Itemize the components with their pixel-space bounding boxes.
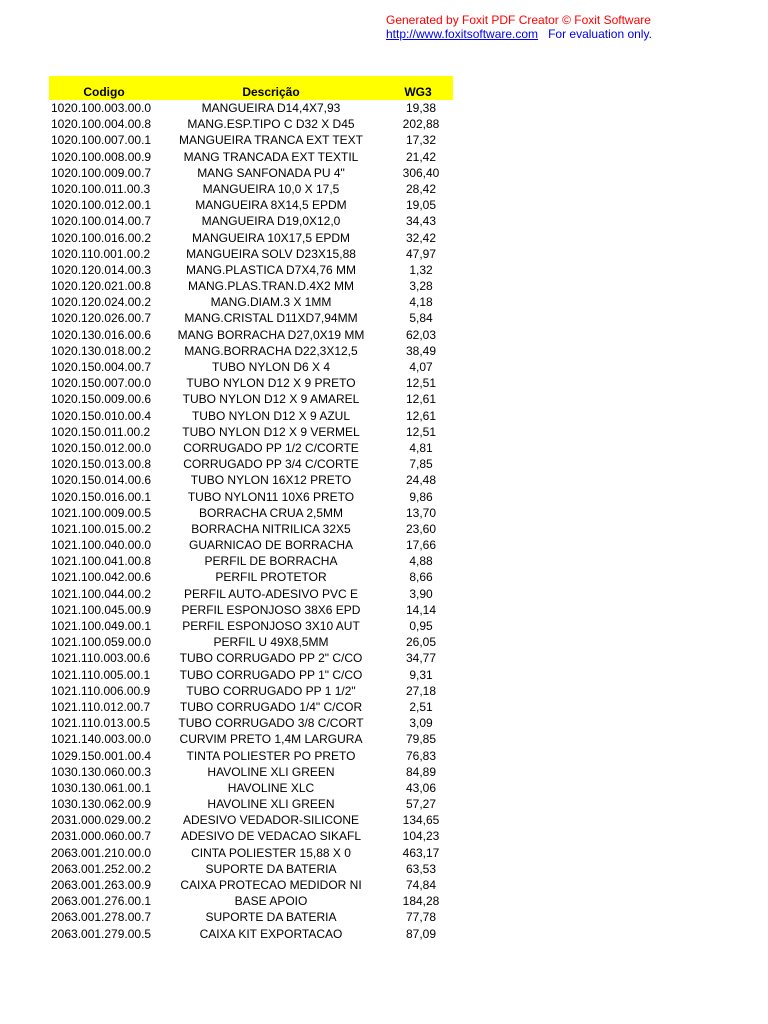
cell-descricao: SUPORTE DA BATERIA: [205, 910, 337, 925]
cell-codigo: 1020.100.009.00.7: [51, 165, 152, 180]
cell-wg3: 32,42: [405, 230, 437, 245]
table-row: [49, 343, 453, 359]
cell-wg3: 19,38: [405, 101, 437, 115]
table-row: [49, 213, 453, 229]
cell-wg3: 2,51: [409, 699, 433, 714]
cell-wg3: 14,14: [405, 602, 437, 617]
cell-codigo: 1020.100.012.00.1: [51, 198, 152, 213]
cell-codigo: 1020.150.014.00.6: [51, 473, 152, 488]
cell-wg3: 38,49: [405, 343, 437, 358]
cell-descricao: TUBO NYLON D12 X 9 PRETO: [186, 376, 356, 391]
cell-codigo: 1020.120.024.00.2: [51, 295, 152, 310]
cell-descricao: MANGUEIRA TRANCA EXT TEXT: [178, 133, 364, 148]
table-row: [49, 310, 453, 326]
cell-codigo: 2063.001.263.00.9: [51, 878, 152, 892]
cell-descricao: TUBO NYLON11 10X6 PRETO: [187, 489, 355, 504]
cell-descricao: MANGUEIRA 10X17,5 EPDM: [191, 230, 351, 245]
table-row: [49, 359, 453, 375]
table-row: [49, 877, 453, 893]
table-row: [49, 553, 453, 569]
cell-descricao: MANG.PLASTICA D7X4,76 MM: [185, 262, 357, 277]
evaluation-note: For evaluation only.: [548, 27, 652, 41]
cell-codigo: 1020.120.021.00.8: [51, 279, 152, 294]
cell-codigo: 1020.110.001.00.2: [51, 246, 151, 261]
table-row: [49, 618, 453, 634]
cell-codigo: 1030.130.062.00.9: [51, 797, 152, 812]
cell-codigo: 1020.100.007.00.1: [51, 133, 152, 148]
cell-descricao: HAVOLINE XLC: [227, 780, 315, 795]
cell-descricao: TUBO CORRUGADO PP 1" C/CO: [179, 667, 363, 682]
cell-descricao: MANG SANFONADA PU 4": [197, 165, 345, 180]
cell-wg3: 26,05: [405, 635, 437, 650]
cell-wg3: 134,65: [402, 813, 440, 828]
cell-wg3: 4,88: [409, 554, 433, 569]
cell-descricao: BASE APOIO: [234, 894, 308, 909]
cell-descricao: MANG.ESP.TIPO C D32 X D45: [187, 117, 355, 132]
cell-descricao: TUBO NYLON 16X12 PRETO: [190, 473, 352, 488]
cell-codigo: 2063.001.276.00.1: [51, 894, 152, 909]
cell-codigo: 1021.100.059.00.0: [51, 635, 152, 650]
cell-wg3: 17,32: [405, 133, 437, 148]
cell-wg3: 5,84: [409, 311, 433, 326]
cell-wg3: 9,86: [409, 489, 433, 504]
cell-wg3: 12,61: [405, 392, 437, 407]
cell-codigo: 1030.130.060.00.3: [51, 764, 152, 779]
table-row: [49, 505, 453, 521]
table-row: [49, 197, 453, 213]
price-table: [49, 76, 453, 942]
cell-codigo: 1020.150.007.00.0: [51, 376, 152, 391]
cell-wg3: 104,23: [402, 829, 440, 844]
cell-descricao: TUBO CORRUGADO PP 1 1/2": [186, 683, 356, 698]
table-row: [49, 456, 453, 472]
cell-wg3: 8,66: [409, 570, 433, 585]
cell-descricao: TUBO CORRUGADO 3/8 C/CORT: [178, 716, 364, 731]
cell-wg3: 12,61: [405, 408, 437, 423]
cell-codigo: 1021.110.006.00.9: [51, 683, 151, 698]
cell-wg3: 19,05: [405, 198, 437, 213]
cell-codigo: 1021.100.015.00.2: [51, 521, 152, 536]
table-row: [49, 132, 453, 148]
cell-wg3: 28,42: [405, 181, 437, 196]
cell-descricao: TINTA POLIESTER PO PRETO: [186, 748, 356, 763]
cell-codigo: 1021.100.009.00.5: [51, 505, 152, 520]
cell-codigo: 2063.001.278.00.7: [51, 910, 152, 925]
cell-wg3: 12,51: [405, 424, 437, 439]
cell-codigo: 1020.150.012.00.0: [51, 440, 152, 455]
cell-codigo: 1020.120.014.00.3: [51, 262, 152, 277]
cell-wg3: 76,83: [405, 748, 437, 763]
cell-codigo: 1020.150.009.00.6: [51, 392, 152, 407]
cell-descricao: PERFIL DE BORRACHA: [204, 554, 338, 569]
cell-codigo: 1020.100.016.00.2: [51, 230, 152, 245]
cell-wg3: 4,18: [409, 295, 433, 310]
cell-codigo: 2031.000.029.00.2: [51, 813, 152, 828]
table-row: [49, 327, 453, 343]
cell-descricao: PERFIL ESPONJOSO 3X10 AUT: [182, 619, 360, 633]
table-row: [49, 246, 453, 262]
table-row: [49, 294, 453, 310]
table-row: [49, 796, 453, 812]
cell-descricao: MANG BORRACHA D27,0X19 MM: [177, 327, 365, 342]
cell-wg3: 57,27: [405, 797, 437, 812]
cell-descricao: TUBO CORRUGADO PP 2" C/CO: [179, 651, 363, 666]
cell-wg3: 12,51: [405, 376, 437, 391]
cell-descricao: MANGUEIRA 8X14,5 EPDM: [195, 198, 347, 213]
cell-wg3: 4,07: [409, 360, 433, 374]
table-row: [49, 472, 453, 488]
table-header: [49, 76, 453, 100]
table-row: [49, 780, 453, 796]
cell-descricao: MANG.BORRACHA D22,3X12,5: [184, 343, 358, 358]
cell-descricao: ADESIVO DE VEDACAO SIKAFL: [180, 829, 362, 844]
cell-codigo: 1020.150.011.00.2: [51, 424, 151, 439]
cell-codigo: 1020.100.003.00.0: [51, 101, 152, 115]
cell-descricao: ADESIVO VEDADOR-SILICONE: [182, 813, 360, 828]
cell-wg3: 34,77: [405, 651, 437, 666]
cell-wg3: 34,43: [405, 214, 437, 229]
table-row: [49, 602, 453, 618]
table-row: [49, 521, 453, 537]
table-row: [49, 391, 453, 407]
table-row: [49, 667, 453, 683]
foxit-link[interactable]: http://www.foxitsoftware.com: [386, 27, 539, 41]
cell-codigo: 1020.130.016.00.6: [51, 327, 152, 342]
cell-wg3: 62,03: [405, 327, 437, 342]
table-body: [49, 100, 453, 942]
cell-codigo: 2063.001.279.00.5: [51, 926, 152, 941]
cell-wg3: 79,85: [405, 732, 437, 747]
cell-descricao: CORRUGADO PP 1/2 C/CORTE: [183, 440, 359, 455]
cell-codigo: 1021.100.045.00.9: [51, 602, 152, 617]
cell-codigo: 1021.140.003.00.0: [51, 732, 152, 747]
table-row: [49, 586, 453, 602]
table-row: [49, 650, 453, 666]
cell-codigo: 1020.100.014.00.7: [51, 214, 152, 229]
cell-wg3: 24,48: [405, 473, 437, 488]
cell-descricao: TUBO NYLON D6 X 4: [211, 360, 331, 374]
table-row: [49, 569, 453, 585]
table-row: [49, 893, 453, 909]
cell-wg3: 463,17: [402, 845, 440, 860]
table-row: [49, 828, 453, 844]
cell-descricao: CORRUGADO PP 3/4 C/CORTE: [183, 457, 359, 472]
cell-codigo: 1021.100.042.00.6: [51, 570, 152, 585]
cell-codigo: 1020.130.018.00.2: [51, 343, 152, 358]
cell-descricao: HAVOLINE XLI GREEN: [207, 764, 335, 779]
cell-wg3: 63,53: [405, 861, 437, 876]
cell-wg3: 202,88: [402, 117, 440, 132]
table-row: [49, 926, 453, 942]
cell-wg3: 0,95: [409, 619, 433, 633]
cell-descricao: PERFIL U 49X8,5MM: [213, 635, 329, 650]
cell-wg3: 3,28: [409, 279, 433, 294]
cell-wg3: 74,84: [405, 878, 437, 892]
cell-wg3: 7,85: [409, 457, 433, 472]
header-wg3: WG3: [404, 85, 432, 99]
table-row: [49, 861, 453, 877]
cell-codigo: 1021.110.012.00.7: [51, 699, 151, 714]
table-row: [49, 408, 453, 424]
cell-codigo: 1021.100.049.00.1: [51, 619, 152, 633]
cell-codigo: 1021.100.044.00.2: [51, 586, 152, 601]
cell-codigo: 1021.110.013.00.5: [51, 716, 151, 731]
table-row: [49, 149, 453, 165]
cell-descricao: MANG TRANCADA EXT TEXTIL: [183, 149, 359, 164]
cell-codigo: 1020.100.004.00.8: [51, 117, 152, 132]
cell-descricao: MANGUEIRA 10,0 X 17,5: [202, 181, 340, 196]
table-row: [49, 748, 453, 764]
table-row: [49, 699, 453, 715]
cell-descricao: SUPORTE DA BATERIA: [205, 861, 337, 876]
cell-descricao: CURVIM PRETO 1,4M LARGURA: [179, 732, 363, 747]
watermark-line2: [386, 27, 652, 41]
cell-descricao: GUARNICAO DE BORRACHA: [188, 538, 354, 553]
cell-descricao: CAIXA PROTECAO MEDIDOR NI: [180, 878, 362, 892]
cell-wg3: 184,28: [402, 894, 440, 909]
cell-codigo: 1021.100.041.00.8: [51, 554, 152, 569]
cell-codigo: 1020.120.026.00.7: [51, 311, 152, 326]
cell-wg3: 84,89: [405, 764, 437, 779]
cell-wg3: 27,18: [405, 683, 437, 698]
cell-codigo: 1020.100.008.00.9: [51, 149, 152, 164]
cell-codigo: 1020.150.004.00.7: [51, 360, 152, 374]
foxit-watermark: [386, 13, 652, 41]
watermark-title: Generated by Foxit PDF Creator © Foxit Software: [386, 13, 651, 27]
cell-wg3: 47,97: [405, 246, 437, 261]
cell-codigo: 1021.110.003.00.6: [51, 651, 151, 666]
cell-codigo: 2063.001.252.00.2: [51, 861, 152, 876]
cell-descricao: MANGUEIRA D19,0X12,0: [201, 214, 341, 229]
cell-wg3: 3,09: [409, 716, 433, 731]
table-row: [49, 424, 453, 440]
cell-descricao: MANG.PLAS.TRAN.D.4X2 MM: [187, 279, 355, 294]
table-row: [49, 181, 453, 197]
cell-descricao: CINTA POLIESTER 15,88 X 0: [191, 845, 351, 860]
cell-codigo: 1020.150.016.00.1: [51, 489, 152, 504]
table-row: [49, 683, 453, 699]
table-row: [49, 440, 453, 456]
cell-descricao: PERFIL AUTO-ADESIVO PVC E: [183, 586, 359, 601]
cell-wg3: 17,66: [405, 538, 437, 553]
cell-wg3: 23,60: [405, 521, 437, 536]
table-row: [49, 230, 453, 246]
table-row: [49, 262, 453, 278]
cell-descricao: TUBO NYLON D12 X 9 AZUL: [191, 408, 351, 423]
cell-descricao: BORRACHA CRUA 2,5MM: [198, 505, 344, 520]
table-row: [49, 731, 453, 747]
table-row: [49, 165, 453, 181]
table-row: [49, 100, 453, 116]
header-descricao: Descrição: [242, 85, 300, 99]
table-row: [49, 634, 453, 650]
table-row: [49, 764, 453, 780]
cell-codigo: 1020.150.013.00.8: [51, 457, 152, 472]
cell-descricao: MANG.CRISTAL D11XD7,94MM: [184, 311, 358, 326]
cell-wg3: 87,09: [405, 926, 437, 941]
table-row: [49, 116, 453, 132]
cell-wg3: 1,32: [409, 262, 433, 277]
cell-codigo: 1020.150.010.00.4: [51, 408, 152, 423]
header-codigo: Codigo: [83, 85, 125, 99]
table-row: [49, 845, 453, 861]
cell-descricao: CAIXA KIT EXPORTACAO: [199, 926, 343, 941]
table-row: [49, 537, 453, 553]
cell-wg3: 77,78: [405, 910, 437, 925]
table-row: [49, 909, 453, 925]
cell-codigo: 1029.150.001.00.4: [51, 748, 152, 763]
cell-wg3: 21,42: [405, 149, 437, 164]
cell-codigo: 2063.001.210.00.0: [51, 845, 152, 860]
cell-wg3: 306,40: [402, 165, 440, 180]
table-row: [49, 278, 453, 294]
cell-wg3: 43,06: [405, 780, 437, 795]
cell-wg3: 9,31: [409, 667, 433, 682]
cell-wg3: 13,70: [405, 505, 437, 520]
cell-wg3: 3,90: [409, 586, 433, 601]
cell-descricao: MANGUEIRA D14,4X7,93: [201, 101, 341, 115]
table-row: [49, 812, 453, 828]
cell-descricao: PERFIL PROTETOR: [215, 570, 327, 585]
cell-descricao: TUBO NYLON D12 X 9 AMAREL: [182, 392, 360, 407]
table-row: [49, 375, 453, 391]
cell-wg3: 4,81: [409, 440, 433, 455]
cell-codigo: 1021.110.005.00.1: [51, 667, 151, 682]
cell-codigo: 1020.100.011.00.3: [51, 181, 151, 196]
cell-codigo: 2031.000.060.00.7: [51, 829, 152, 844]
cell-descricao: PERFIL ESPONJOSO 38X6 EPD: [181, 602, 361, 617]
cell-descricao: MANG.DIAM.3 X 1MM: [210, 295, 332, 310]
cell-descricao: TUBO CORRUGADO 1/4" C/COR: [179, 699, 363, 714]
cell-codigo: 1030.130.061.00.1: [51, 780, 152, 795]
table-row: [49, 489, 453, 505]
cell-descricao: MANGUEIRA SOLV D23X15,88: [186, 246, 356, 261]
cell-descricao: TUBO NYLON D12 X 9 VERMEL: [182, 424, 360, 439]
cell-descricao: HAVOLINE XLI GREEN: [207, 797, 335, 812]
cell-descricao: BORRACHA NITRILICA 32X5: [191, 521, 351, 536]
table-row: [49, 715, 453, 731]
cell-codigo: 1021.100.040.00.0: [51, 538, 152, 553]
